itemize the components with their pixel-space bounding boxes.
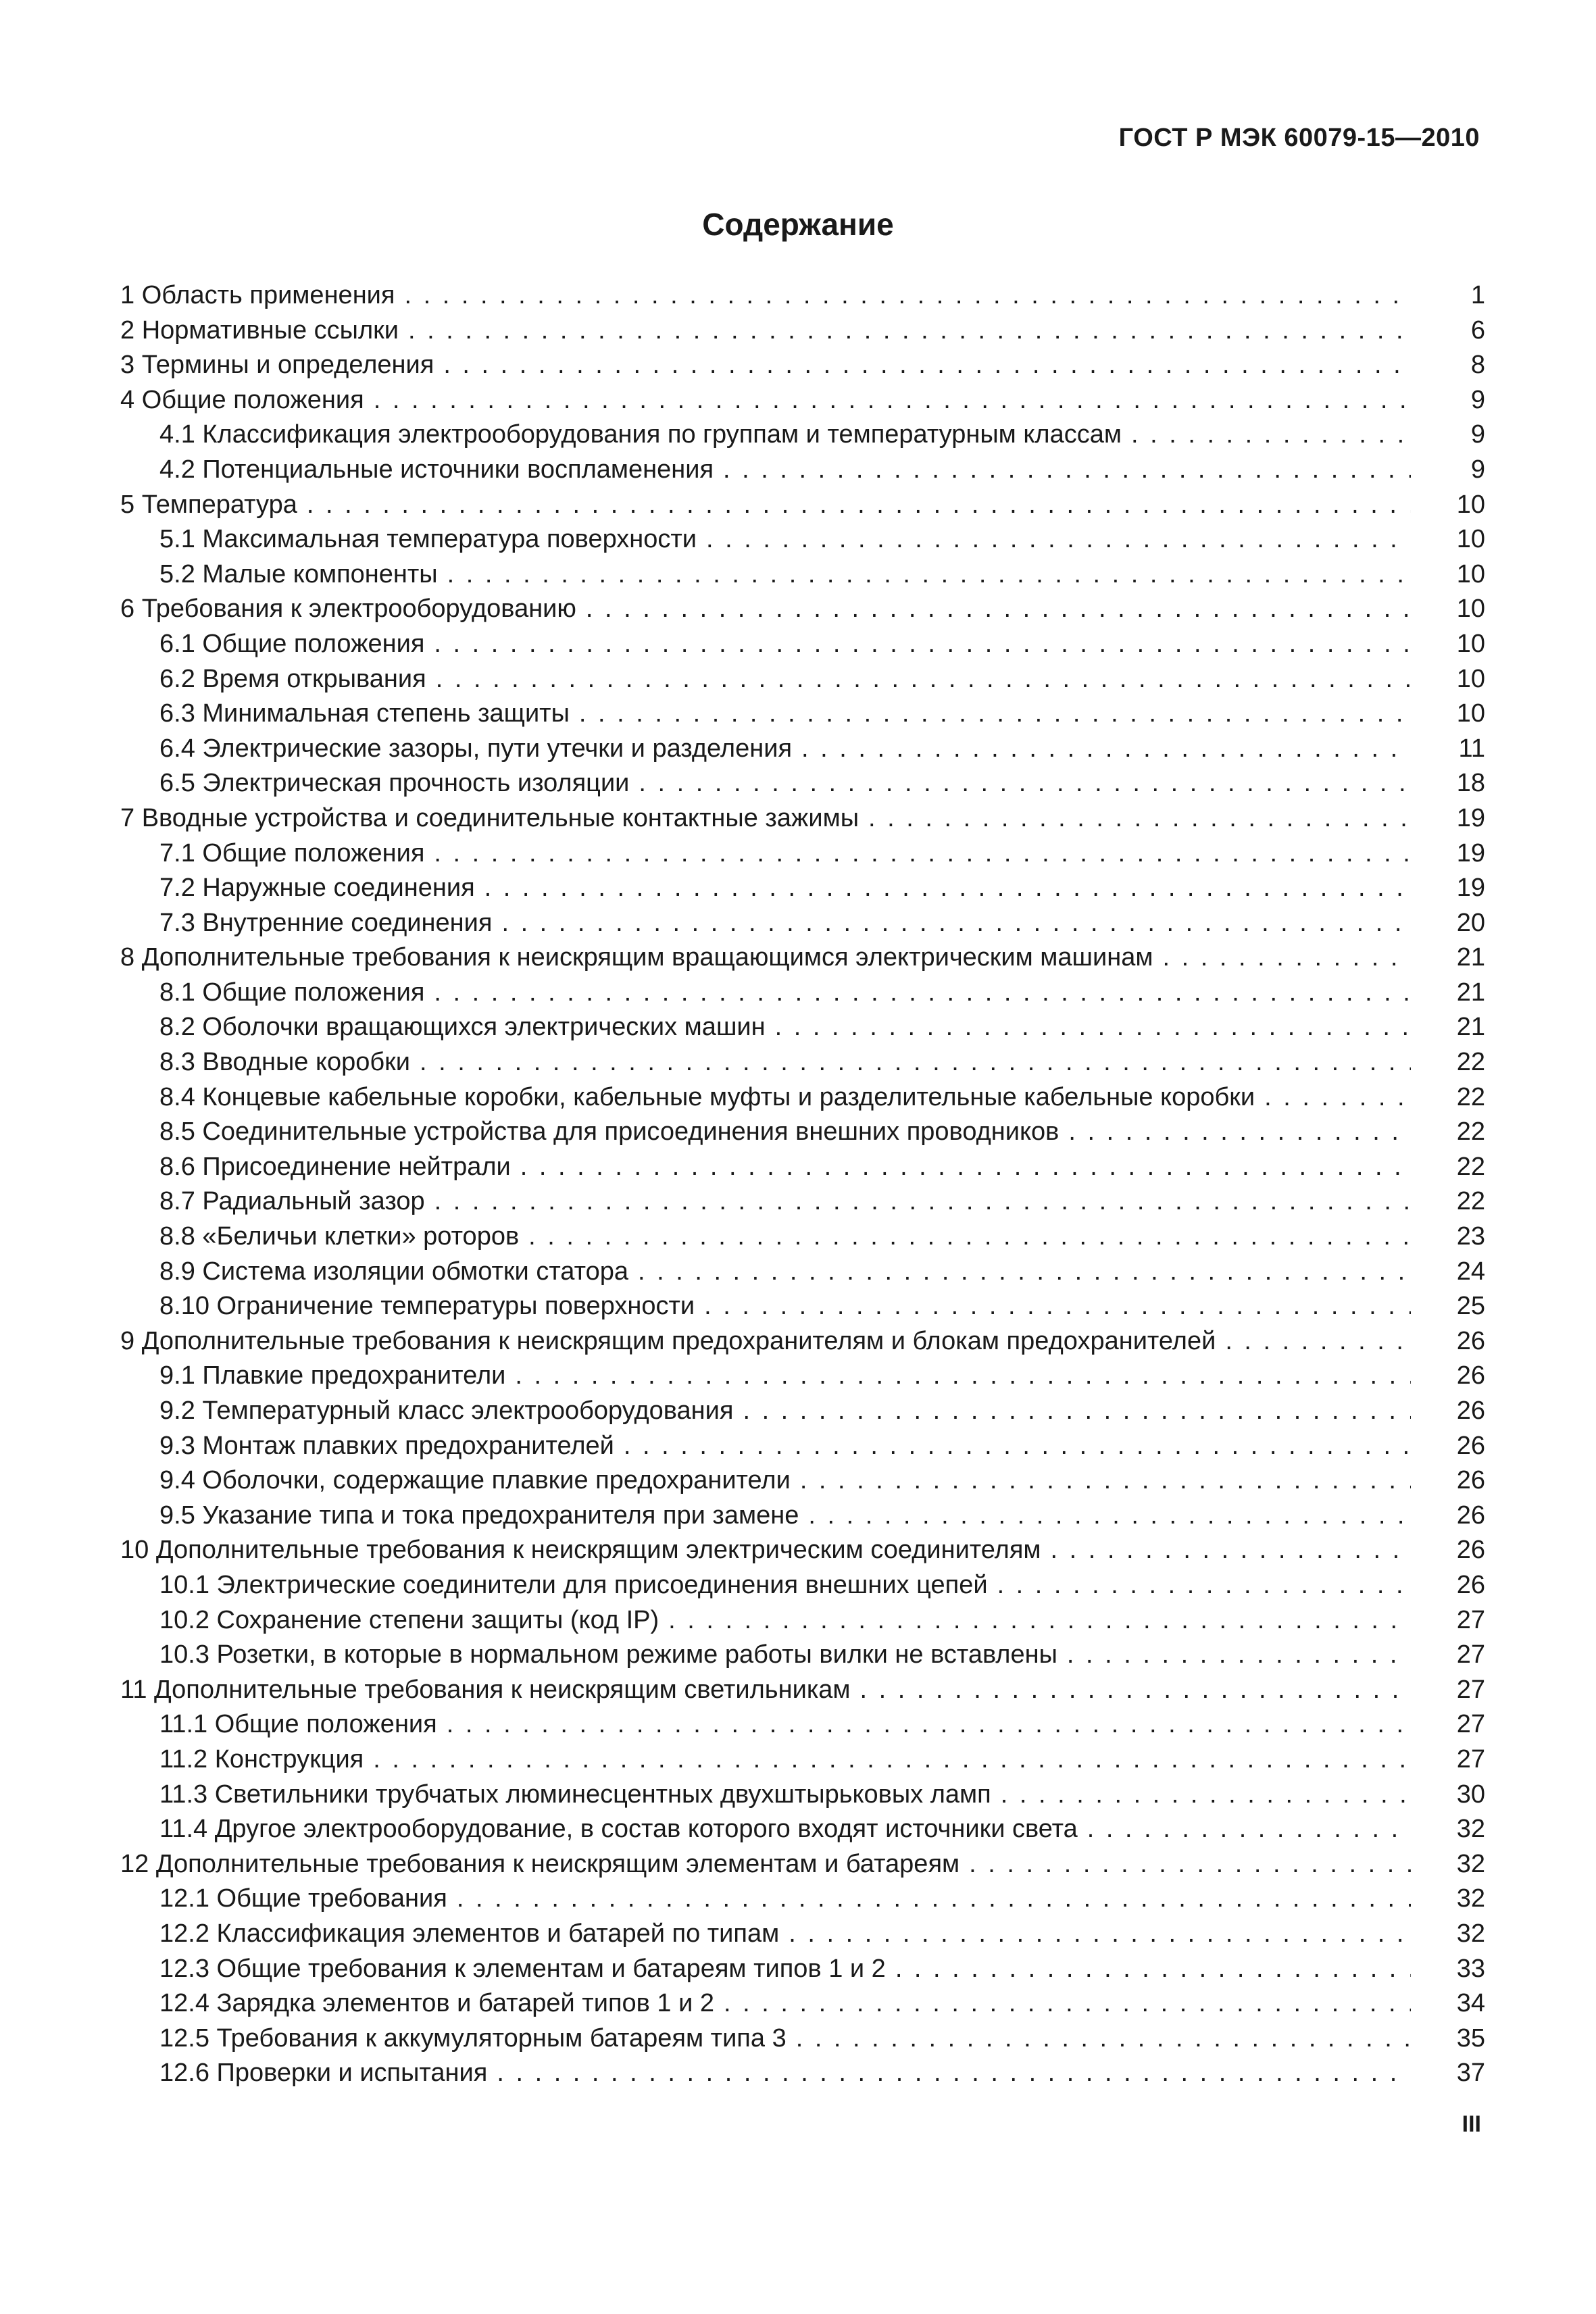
toc-entry-title: 7.2 Наружные соединения . . .: [159, 871, 1411, 906]
toc-entry-title: 12.5 Требования к аккумуляторным батареям типа 3 . . .: [159, 2021, 1411, 2057]
toc-entry: [120, 1568, 1485, 1603]
toc-entry: [120, 1359, 1485, 1394]
toc-entry-page: 32: [1456, 1919, 1485, 1948]
toc-entry-title: 8.4 Концевые кабельные коробки, кабельные муфты и разделительные кабельные коробки . . .: [159, 1080, 1411, 1115]
toc-entry-page: 21: [1456, 943, 1485, 972]
toc-entry: [120, 1986, 1485, 2021]
toc-entry-page: 26: [1456, 1326, 1485, 1355]
toc-entry-title: 7 Вводные устройства и соединительные контактные зажимы . . .: [120, 801, 1411, 836]
toc-entry-page: 8: [1470, 351, 1485, 380]
toc-entry: [120, 1289, 1485, 1324]
toc-entry-title: 8.6 Присоединение нейтрали . . .: [159, 1150, 1411, 1185]
toc-entry-title: 10.1 Электрические соединители для присоединения внешних цепей . . .: [159, 1568, 1411, 1603]
toc-entry: [120, 418, 1485, 453]
toc-entry-page: 24: [1456, 1257, 1485, 1286]
toc-entry: [120, 1080, 1485, 1115]
toc-entry: [120, 1638, 1485, 1673]
toc-entry: [120, 1499, 1485, 1534]
toc-entry: [120, 488, 1485, 523]
toc-entry-page: 32: [1456, 1884, 1485, 1913]
toc-entry-page: 22: [1456, 1187, 1485, 1216]
toc-entry-title: 7.1 Общие положения . . .: [159, 836, 1411, 872]
toc-entry-page: 25: [1456, 1292, 1485, 1321]
toc-entry: [120, 976, 1485, 1011]
toc-entry-page: 18: [1456, 769, 1485, 798]
toc-entry-title: 11 Дополнительные требования к неискрящим светильникам . . .: [120, 1673, 1411, 1708]
toc-entry: [120, 627, 1485, 662]
toc-entry-page: 34: [1456, 1989, 1485, 2018]
toc-entry-page: 19: [1456, 803, 1485, 832]
toc-entry: [120, 1742, 1485, 1778]
toc-entry-page: 23: [1456, 1222, 1485, 1251]
toc-entry-page: 21: [1456, 1013, 1485, 1042]
toc-entry: [120, 1673, 1485, 1708]
toc-entry-title: 8.9 Система изоляции обмотки статора . . .: [159, 1255, 1411, 1290]
toc-entry-page: 20: [1456, 908, 1485, 937]
toc-entry: [120, 940, 1485, 976]
toc-entry: [120, 557, 1485, 593]
toc-entry-page: 22: [1456, 1048, 1485, 1077]
toc-entry: [120, 2056, 1485, 2091]
toc-entry-title: 10 Дополнительные требования к неискрящим электрическим соединителям . . .: [120, 1533, 1411, 1568]
toc-entry-page: 27: [1456, 1675, 1485, 1704]
toc-entry-page: 26: [1456, 1570, 1485, 1599]
toc-entry: [120, 1045, 1485, 1080]
toc-entry-title: 12.6 Проверки и испытания . . .: [159, 2056, 1411, 2091]
toc-entry: [120, 732, 1485, 767]
toc-entry: [120, 348, 1485, 383]
toc-entry-page: 10: [1456, 629, 1485, 658]
toc-entry: [120, 1707, 1485, 1742]
toc-entry: [120, 383, 1485, 418]
toc-entry: [120, 1847, 1485, 1882]
toc-entry-title: 10.2 Сохранение степени защиты (код IP) . . .: [159, 1603, 1411, 1638]
toc-entry-title: 11.1 Общие положения . . .: [159, 1707, 1411, 1742]
toc-entry-page: 27: [1456, 1605, 1485, 1634]
toc-entry: [120, 1394, 1485, 1429]
toc-entry-title: 6.3 Минимальная степень защиты . . .: [159, 697, 1411, 732]
toc-entry-page: 10: [1456, 595, 1485, 624]
toc-entry-page: 10: [1456, 559, 1485, 588]
toc-entry: [120, 1533, 1485, 1568]
toc-entry-title: 6.2 Время открывания . . .: [159, 662, 1411, 697]
toc-entry-page: 26: [1456, 1397, 1485, 1425]
toc-entry-page: 26: [1456, 1536, 1485, 1565]
document-header: ГОСТ Р МЭК 60079-15—2010: [1118, 124, 1480, 152]
toc-entry-title: 9 Дополнительные требования к неискрящим предохранителям и блокам предохранителей . . .: [120, 1324, 1411, 1359]
toc-entry-title: 6 Требования к электрооборудованию . . .: [120, 592, 1411, 627]
table-of-contents: [120, 278, 1485, 2091]
page-number: III: [1462, 2111, 1481, 2137]
toc-entry: [120, 766, 1485, 801]
toc-entry-page: 27: [1456, 1640, 1485, 1669]
toc-entry: [120, 1603, 1485, 1638]
toc-entry: [120, 1952, 1485, 1987]
toc-entry-title: 2 Нормативные ссылки . . .: [120, 313, 1411, 349]
toc-entry-title: 8.8 «Беличьи клетки» роторов . . .: [159, 1219, 1411, 1255]
toc-entry-title: 8.3 Вводные коробки . . .: [159, 1045, 1411, 1080]
toc-entry: [120, 836, 1485, 872]
toc-entry-title: 8.7 Радиальный зазор . . .: [159, 1184, 1411, 1219]
toc-entry-page: 10: [1456, 664, 1485, 693]
toc-entry: [120, 1115, 1485, 1150]
toc-entry-page: 10: [1456, 525, 1485, 554]
toc-entry-page: 35: [1456, 2023, 1485, 2053]
toc-entry-title: 4 Общие положения . . .: [120, 383, 1411, 418]
toc-entry-page: 9: [1470, 385, 1485, 414]
toc-entry-page: 22: [1456, 1117, 1485, 1147]
toc-entry-page: 26: [1456, 1431, 1485, 1460]
toc-entry-title: 9.4 Оболочки, содержащие плавкие предохранители . . .: [159, 1463, 1411, 1499]
page-title: Содержание: [702, 207, 894, 242]
toc-entry: [120, 1812, 1485, 1847]
toc-entry-page: 30: [1456, 1780, 1485, 1809]
toc-entry: [120, 871, 1485, 906]
toc-entry: [120, 1324, 1485, 1359]
toc-entry: [120, 697, 1485, 732]
toc-entry-title: 9.2 Температурный класс электрооборудования . . .: [159, 1394, 1411, 1429]
toc-entry: [120, 592, 1485, 627]
toc-entry-page: 26: [1456, 1361, 1485, 1390]
toc-entry-title: 11.4 Другое электрооборудование, в состав которого входят источники света . . .: [159, 1812, 1411, 1847]
toc-entry-title: 11.2 Конструкция . . .: [159, 1742, 1411, 1778]
toc-entry-page: 21: [1456, 978, 1485, 1007]
toc-entry-title: 9.1 Плавкие предохранители . . .: [159, 1359, 1411, 1394]
toc-entry-title: 12 Дополнительные требования к неискрящим элементам и батареям . . .: [120, 1847, 1411, 1882]
toc-entry-page: 9: [1470, 455, 1485, 484]
toc-entry: [120, 1150, 1485, 1185]
toc-entry-title: 4.2 Потенциальные источники воспламенения . . .: [159, 453, 1411, 488]
toc-entry-title: 3 Термины и определения . . .: [120, 348, 1411, 383]
toc-entry-title: 8 Дополнительные требования к неискрящим вращающимся электрическим машинам . . .: [120, 940, 1411, 976]
toc-entry-title: 4.1 Классификация электрооборудования по группам и температурным классам . . .: [159, 418, 1411, 453]
toc-entry-page: 11: [1458, 734, 1485, 763]
toc-entry: [120, 1184, 1485, 1219]
toc-entry-page: 26: [1456, 1501, 1485, 1530]
toc-entry-title: 5.1 Максимальная температура поверхности . . .: [159, 522, 1411, 557]
toc-entry-title: 6.5 Электрическая прочность изоляции . . .: [159, 766, 1411, 801]
toc-entry-page: 22: [1456, 1082, 1485, 1111]
toc-entry-title: 8.5 Соединительные устройства для присоединения внешних проводников . . .: [159, 1115, 1411, 1150]
toc-entry-title: 12.1 Общие требования . . .: [159, 1882, 1411, 1917]
toc-entry-title: 12.4 Зарядка элементов и батарей типов 1 и 2 . . .: [159, 1986, 1411, 2021]
toc-entry-page: 6: [1470, 316, 1485, 345]
toc-entry-title: 7.3 Внутренние соединения . . .: [159, 906, 1411, 941]
toc-entry-title: 8.1 Общие положения . . .: [159, 976, 1411, 1011]
toc-entry-page: 10: [1456, 490, 1485, 519]
toc-entry-title: 5.2 Малые компоненты . . .: [159, 557, 1411, 593]
toc-entry: [120, 1219, 1485, 1255]
toc-entry: [120, 906, 1485, 941]
toc-entry-title: 11.3 Светильники трубчатых люминесцентных двухштырьковых ламп . . .: [159, 1778, 1411, 1813]
toc-entry: [120, 1778, 1485, 1813]
toc-entry-title: 9.5 Указание типа и тока предохранителя при замене . . .: [159, 1499, 1411, 1534]
toc-entry: [120, 1463, 1485, 1499]
toc-entry: [120, 453, 1485, 488]
toc-entry-title: 8.10 Ограничение температуры поверхности . . .: [159, 1289, 1411, 1324]
toc-entry-page: 9: [1470, 420, 1485, 449]
toc-entry-page: 37: [1456, 2059, 1485, 2088]
toc-entry: [120, 278, 1485, 313]
toc-entry: [120, 801, 1485, 836]
toc-entry-page: 33: [1456, 1954, 1485, 1983]
toc-entry-page: 32: [1456, 1849, 1485, 1878]
toc-entry-title: 8.2 Оболочки вращающихся электрических машин . . .: [159, 1010, 1411, 1045]
toc-entry-page: 10: [1456, 699, 1485, 728]
toc-entry: [120, 313, 1485, 349]
toc-entry: [120, 522, 1485, 557]
toc-entry-page: 19: [1456, 874, 1485, 903]
toc-entry-title: 12.2 Классификация элементов и батарей по типам . . .: [159, 1917, 1411, 1952]
toc-entry-title: 6.1 Общие положения . . .: [159, 627, 1411, 662]
toc-entry-title: 5 Температура . . .: [120, 488, 1411, 523]
toc-entry-title: 9.3 Монтаж плавких предохранителей . . .: [159, 1429, 1411, 1464]
toc-entry: [120, 1882, 1485, 1917]
toc-entry-page: 27: [1456, 1710, 1485, 1739]
toc-entry-page: 1: [1470, 281, 1485, 309]
toc-entry-page: 26: [1456, 1466, 1485, 1495]
toc-entry-title: 6.4 Электрические зазоры, пути утечки и разделения . . .: [159, 732, 1411, 767]
toc-entry: [120, 1917, 1485, 1952]
toc-entry-title: 12.3 Общие требования к элементам и батареям типов 1 и 2 . . .: [159, 1952, 1411, 1987]
toc-entry: [120, 1255, 1485, 1290]
toc-entry: [120, 1429, 1485, 1464]
toc-entry: [120, 1010, 1485, 1045]
toc-entry: [120, 2021, 1485, 2057]
toc-entry-page: 27: [1456, 1744, 1485, 1774]
toc-entry-title: 10.3 Розетки, в которые в нормальном режиме работы вилки не вставлены . . .: [159, 1638, 1411, 1673]
toc-entry: [120, 662, 1485, 697]
toc-entry-title: 1 Область применения . . .: [120, 278, 1411, 313]
toc-entry-page: 19: [1456, 838, 1485, 867]
toc-entry-page: 32: [1456, 1815, 1485, 1844]
toc-entry-page: 22: [1456, 1152, 1485, 1181]
